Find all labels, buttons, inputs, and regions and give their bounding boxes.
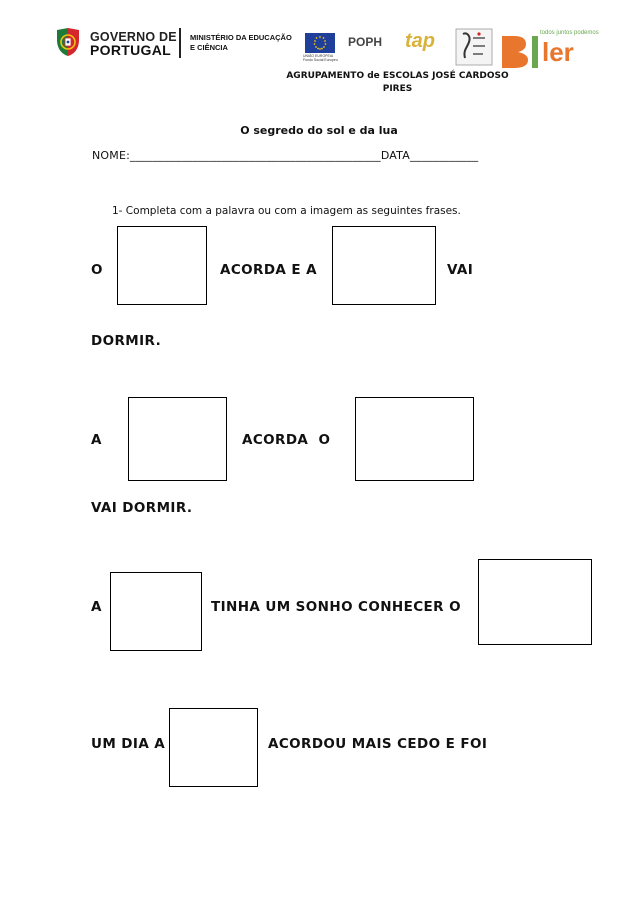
sentence4-word1: UM DIA A bbox=[91, 736, 166, 752]
government-logo-text bbox=[90, 31, 177, 57]
answer-box[interactable] bbox=[117, 226, 207, 305]
portugal-coat-of-arms-icon bbox=[53, 26, 83, 58]
answer-box[interactable] bbox=[128, 397, 227, 481]
school-emblem-icon bbox=[455, 28, 493, 66]
school-name bbox=[280, 70, 515, 94]
eu-caption bbox=[303, 54, 343, 62]
ministry-line1: MINISTÉRIO DA EDUCAÇÃO bbox=[190, 33, 292, 42]
worksheet-title: O segredo do sol e da lua bbox=[240, 124, 398, 137]
logo-divider bbox=[179, 28, 181, 58]
ministry-line2: E CIÊNCIA bbox=[190, 43, 228, 52]
gov-line2: PORTUGAL bbox=[90, 42, 171, 58]
sentence1-word2: ACORDA E A bbox=[220, 262, 317, 278]
tap-logo: tap bbox=[405, 30, 435, 52]
sentence2-word3: VAI DORMIR. bbox=[91, 500, 193, 516]
name-date-field: NOME:____________________________________________DATA____________ bbox=[92, 149, 479, 162]
bler-logo bbox=[500, 28, 600, 76]
sentence1-word3: VAI bbox=[447, 262, 474, 278]
sentence2-word2: ACORDA O bbox=[242, 432, 331, 448]
bler-tagline: todos juntos podemos bbox=[540, 30, 599, 36]
sentence2-word1: A bbox=[91, 432, 102, 448]
sentence1-word1: O bbox=[91, 262, 103, 278]
eu-caption-line2: Fundo Social Europeu bbox=[303, 58, 338, 62]
poph-logo: POPH bbox=[348, 35, 383, 49]
answer-box[interactable] bbox=[332, 226, 436, 305]
gov-line1: GOVERNO DE bbox=[90, 30, 177, 44]
eu-caption-line1: UNIÃO EUROPEIA bbox=[303, 54, 334, 58]
school-name-line2: PIRES bbox=[382, 84, 413, 94]
instruction: 1- Completa com a palavra ou com a imagem as seguintes frases. bbox=[112, 205, 461, 217]
sentence4-word2: ACORDOU MAIS CEDO E FOI bbox=[268, 736, 488, 752]
sentence3-word2: TINHA UM SONHO CONHECER O bbox=[211, 599, 461, 615]
answer-box[interactable] bbox=[355, 397, 474, 481]
sentence1-word4: DORMIR. bbox=[91, 333, 162, 349]
school-name-line1: AGRUPAMENTO de ESCOLAS JOSÉ CARDOSO bbox=[286, 71, 509, 81]
sentence3-word1: A bbox=[91, 599, 102, 615]
answer-box[interactable] bbox=[169, 708, 258, 787]
eu-flag-icon bbox=[305, 33, 335, 53]
ministry-label bbox=[190, 33, 292, 53]
answer-box[interactable] bbox=[478, 559, 592, 645]
answer-box[interactable] bbox=[110, 572, 202, 651]
bler-text: ler bbox=[542, 37, 574, 67]
